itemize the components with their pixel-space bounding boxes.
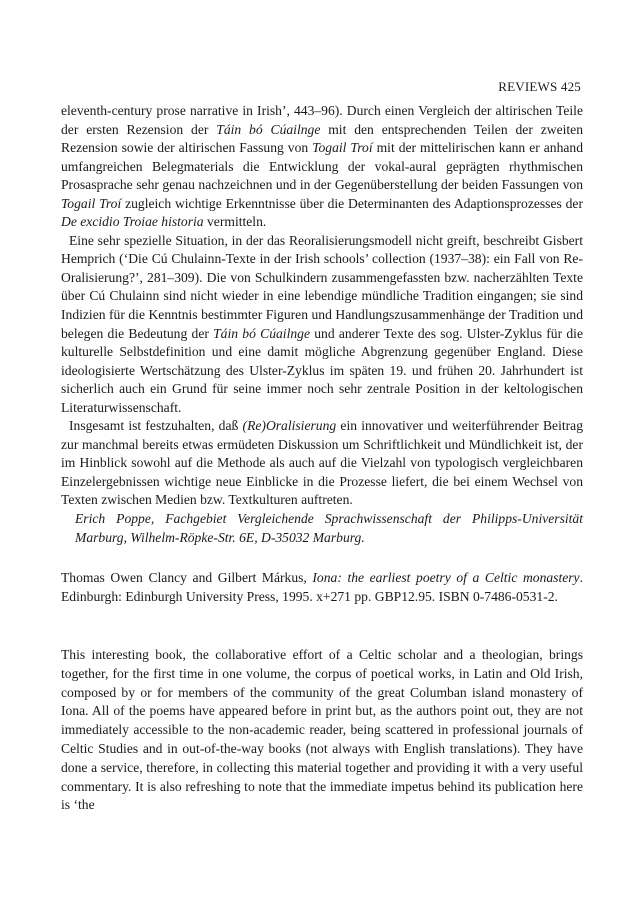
review-1-paragraph-1 — [61, 102, 583, 232]
term-italic: (Re)Oralisierung — [242, 418, 337, 434]
text-run: vermitteln. — [203, 214, 267, 230]
text-run: Eine sehr spezielle Situation, in der das Reoralisierungsmodell nicht greift, beschreibt Gisbert Hemprich (‘Die Cú Chulainn-Texte in der Irish schools’ collection (1937–38): ein Fall von Re-Oralisierung?’, 281–309). Die von Schulkindern zusammengefassten bzw. nacherzählten Texte über Cú Chulainn sind nicht wieder in eine lebendige mündliche Tradition eingangen; sie sind Indizien für die Kenntnis bestimmter Figuren und Handlungszusammenhänge der Tradition und belegen die Bedeutung der — [61, 232, 583, 341]
review-1-paragraph-3 — [61, 417, 583, 510]
title-italic: De excidio Troiae historia — [61, 214, 204, 230]
book-citation — [61, 569, 583, 607]
text-run: ein innovativer und weiterführender Beitrag zur manchmal bereits etwas ermüdeten Diskussion um Schriftlichkeit und Mündlichkeit ist, der im Hinblick sowohl auf die Methode als auch auf die Vielzahl von typologisch vergleichbaren Einzelergebnissen wichtige neue Einblicke in die Prozesse liefert, die bei einem Wechsel von Texten zwischen Medien bzw. Textkulturen auftreten. — [61, 418, 583, 508]
text-run: zugleich wichtige Erkenntnisse über die Determinanten des Adaptionsprozesses der — [121, 195, 583, 211]
title-italic: Togail Troí — [312, 140, 373, 156]
title-italic: Táin bó Cúailnge — [213, 325, 310, 341]
title-italic: Táin bó Cúailnge — [216, 121, 321, 137]
review-2-paragraph-1: This interesting book, the collaborative effort of a Celtic scholar and a theologian, brings together, for the first time in one volume, the corpus of poetical works, in Latin and Old Irish, composed by or for members of the community of the great Columban island monastery of Iona. All of the poems have appeared before in print but, as the authors point out, they are not immediately accessible to the non-academic reader, being scattered in professional journals of Celtic Studies and in out-of-the-way books (not always with English translations). They have done a service, therefore, in collecting this material together and providing it with a very useful commentary. It is also refreshing to note that the immediate impetus behind its publication here is ‘the — [61, 647, 583, 813]
text-run: und anderer Texte des sog. Ulster-Zyklus für die kulturelle Selbstdefinition und eine damit mögliche Abgrenzung gegenüber England. Diese ideologisierte Wertschätzung des Ulster-Zyklus im späten 19. und frühen 20. Jahrhundert ist sicherlich auch ein Grund für seine immer noch sehr zentrale Position in der keltologischen Literaturwissenschaft. — [61, 325, 583, 415]
text-run: mit den entsprechenden Teilen der zweiten Rezension sowie der altirischen Fassung von — [61, 121, 583, 156]
running-head: REVIEWS 425 — [498, 79, 581, 94]
title-italic: Togail Troí — [61, 195, 122, 211]
text-run: mit der mittelirischen kann er anhand umfangreichen Belegmaterials die Entwicklung der vokal-aural geprägten rhythmischen Prosasprache sehr genau nachzeichnen und in der Gegenüberstellung der beiden Fassungen von — [61, 140, 583, 193]
reviewer-signature: Erich Poppe, Fachgebiet Vergleichende Sprachwissenschaft der Philipps-Universität Marburg, Wilhelm-Röpke-Str. 6E, D-35032 Marburg. — [75, 511, 583, 545]
text-run: Insgesamt ist festzuhalten, daß — [69, 418, 243, 434]
review-1-paragraph-2 — [61, 232, 583, 417]
publication-details: . Edinburgh: Edinburgh University Press, 1995. x+271 pp. GBP12.95. ISBN 0-7486-0531-2. — [61, 570, 584, 604]
text-run: eleventh-century prose narrative in Irish’, 443–96). Durch einen Vergleich der altirischen Teile der ersten Rezension der — [61, 103, 583, 137]
book-authors: Thomas Owen Clancy and Gilbert Márkus, — [61, 570, 313, 585]
book-title: Iona: the earliest poetry of a Celtic monastery — [312, 570, 580, 585]
review-1-body — [61, 102, 583, 547]
